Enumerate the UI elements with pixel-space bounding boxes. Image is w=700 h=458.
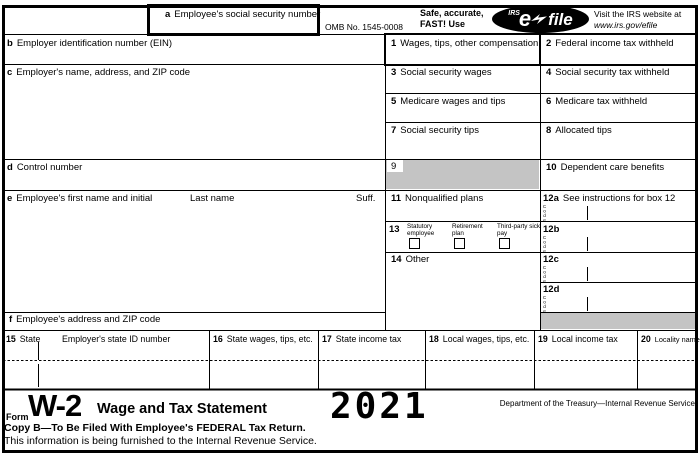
box-d-text: Control number — [16, 162, 83, 173]
retirement-plan-label: Retirement plan — [452, 223, 483, 237]
state-id-row2-field[interactable] — [44, 366, 204, 384]
third-party-sick-pay-checkbox[interactable] — [499, 238, 510, 249]
box-b-number: b — [7, 38, 13, 49]
box12d-field[interactable] — [592, 297, 692, 310]
irs-efile-logo — [492, 5, 589, 33]
box12a-number: 12a — [543, 193, 559, 204]
tax-year: 2021 — [330, 386, 429, 427]
box17-text: State income tax — [335, 334, 402, 344]
box-a-text: Employee's social security number — [174, 9, 321, 20]
furnished-note: This information is being furnished to the Internal Revenue Service. — [4, 435, 317, 447]
medicare-wages-field[interactable] — [391, 109, 531, 121]
box9-number: 9 — [391, 161, 397, 172]
box-c-text: Employer's name, address, and ZIP code — [16, 67, 191, 78]
box12c-code-label: Code — [542, 265, 547, 283]
box4-text: Social security tax withheld — [555, 67, 670, 78]
box3-number: 3 — [391, 67, 397, 78]
state-tax-row2-field[interactable] — [322, 366, 420, 384]
box16-text: State wages, tips, etc. — [226, 334, 313, 344]
box14-other-field[interactable] — [391, 267, 531, 307]
box7-number: 7 — [391, 125, 397, 136]
box-f-text: Employee's address and ZIP code — [16, 314, 161, 325]
box19-text: Local income tax — [551, 334, 618, 344]
box12c-number: 12c — [543, 254, 559, 265]
employee-address-field[interactable] — [180, 314, 380, 328]
state-id-row1-field[interactable] — [44, 344, 204, 358]
box9-label-corner — [387, 160, 403, 172]
box3-text: Social security wages — [400, 67, 492, 78]
efile-tagline-line1: Safe, accurate, — [420, 8, 484, 18]
box-e-text: Employee's first name and initial — [16, 193, 153, 204]
box-a-number: a — [165, 9, 171, 20]
nonqualified-plans-field[interactable] — [391, 206, 531, 219]
box10-number: 10 — [546, 162, 557, 173]
employer-name-address-field[interactable] — [7, 80, 377, 156]
box10-text: Dependent care benefits — [560, 162, 665, 173]
box8-number: 8 — [546, 125, 552, 136]
local-tax-row1-field[interactable] — [538, 344, 632, 358]
box1-text: Wages, tips, other compensation — [400, 38, 539, 49]
box2-number: 2 — [546, 38, 552, 49]
box12a-code-label: Code — [542, 204, 547, 222]
irs-website-line1: Visit the IRS website at — [594, 9, 682, 19]
efile-logo-e-text: e — [518, 6, 532, 31]
box12b-code-label: Code — [542, 235, 547, 253]
local-tax-row2-field[interactable] — [538, 366, 632, 384]
box1-2-divider — [539, 33, 541, 66]
dependent-care-field[interactable] — [546, 175, 686, 187]
efile-tagline-line2: FAST! Use — [420, 19, 466, 29]
ein-field[interactable] — [7, 50, 377, 62]
wages-field[interactable] — [391, 51, 531, 63]
efile-tagline — [420, 8, 490, 30]
form-number: W-2 — [28, 388, 82, 423]
box13-number: 13 — [389, 224, 400, 235]
box-e-number: e — [7, 193, 13, 204]
statutory-employee-checkbox[interactable] — [409, 238, 420, 249]
box15-state-text: State — [19, 334, 41, 344]
box17-number: 17 — [322, 334, 332, 344]
box15-state-id-text: Employer's state ID number — [62, 334, 171, 344]
box-c-number: c — [7, 67, 13, 78]
box8-text: Allocated tips — [555, 125, 612, 136]
box12d-code-label: Code — [542, 295, 547, 313]
ss-tips-field[interactable] — [391, 138, 531, 156]
box12d-number: 12d — [543, 284, 560, 295]
box12c-field[interactable] — [592, 267, 692, 280]
ss-tax-withheld-field[interactable] — [546, 80, 686, 92]
box6-number: 6 — [546, 96, 552, 107]
box7-text: Social security tips — [400, 125, 479, 136]
locality-row1-field[interactable] — [641, 344, 693, 358]
box12b-field[interactable] — [592, 237, 692, 250]
third-party-sick-pay-label: Third-party sick pay — [497, 223, 541, 237]
box18-number: 18 — [429, 334, 439, 344]
first-name-field[interactable] — [7, 207, 182, 227]
suffix-label: Suff. — [356, 193, 376, 204]
copy-b-line: Copy B—To Be Filed With Employee's FEDERAL Tax Return. — [4, 422, 306, 434]
medicare-tax-withheld-field[interactable] — [546, 109, 686, 121]
suffix-field[interactable] — [352, 207, 380, 227]
box-f-number: f — [9, 314, 13, 325]
box14-number: 14 — [391, 254, 402, 265]
box12a-text: See instructions for box 12 — [562, 193, 676, 204]
statutory-employee-label: Statutory employee — [407, 223, 435, 237]
state-row1-field[interactable] — [6, 344, 34, 358]
ss-wages-field[interactable] — [391, 80, 531, 92]
box6-text: Medicare tax withheld — [555, 96, 648, 107]
box12a-field[interactable] — [592, 206, 692, 219]
last-name-field[interactable] — [188, 207, 348, 227]
box20-number: 20 — [641, 334, 651, 344]
retirement-plan-checkbox[interactable] — [454, 238, 465, 249]
irs-website-url: www.irs.gov/efile — [594, 20, 658, 30]
box19-number: 19 — [538, 334, 548, 344]
efile-logo-file-text: file — [548, 9, 573, 29]
locality-row2-field[interactable] — [641, 366, 693, 384]
box18-text: Local wages, tips, etc. — [442, 334, 530, 344]
box4-number: 4 — [546, 67, 552, 78]
local-wages-row1-field[interactable] — [429, 344, 529, 358]
state-tax-row1-field[interactable] — [322, 344, 420, 358]
form-title: Wage and Tax Statement — [97, 401, 268, 417]
box14-text: Other — [405, 254, 430, 265]
box-d-number: d — [7, 162, 13, 173]
box2-text: Federal income tax withheld — [555, 38, 674, 49]
box15-number: 15 — [6, 334, 16, 344]
state-wages-row1-field[interactable] — [213, 344, 313, 358]
allocated-tips-field[interactable] — [546, 138, 686, 156]
control-number-field[interactable] — [7, 175, 377, 187]
irs-website-note — [594, 9, 696, 31]
federal-tax-withheld-field[interactable] — [546, 51, 686, 63]
last-name-label: Last name — [190, 193, 235, 204]
box5-text: Medicare wages and tips — [400, 96, 506, 107]
lightning-bolt-icon — [531, 14, 547, 24]
department-line: Department of the Treasury—Internal Revenue Service — [499, 399, 695, 408]
box11-number: 11 — [391, 193, 402, 204]
efile-logo-irs-text: IRS — [508, 9, 520, 17]
ssn-field[interactable] — [155, 20, 313, 32]
box1-number: 1 — [391, 38, 397, 49]
box-b-text: Employer identification number (EIN) — [16, 38, 173, 49]
box11-text: Nonqualified plans — [405, 193, 484, 204]
local-wages-row2-field[interactable] — [429, 366, 529, 384]
omb-number: OMB No. 1545-0008 — [325, 22, 403, 32]
box20-text: Locality name — [654, 335, 700, 344]
form-word: Form — [6, 412, 29, 422]
box5-number: 5 — [391, 96, 397, 107]
state-wages-row2-field[interactable] — [213, 366, 313, 384]
box16-number: 16 — [213, 334, 223, 344]
box12b-number: 12b — [543, 224, 560, 235]
state-row2-field[interactable] — [6, 366, 34, 384]
